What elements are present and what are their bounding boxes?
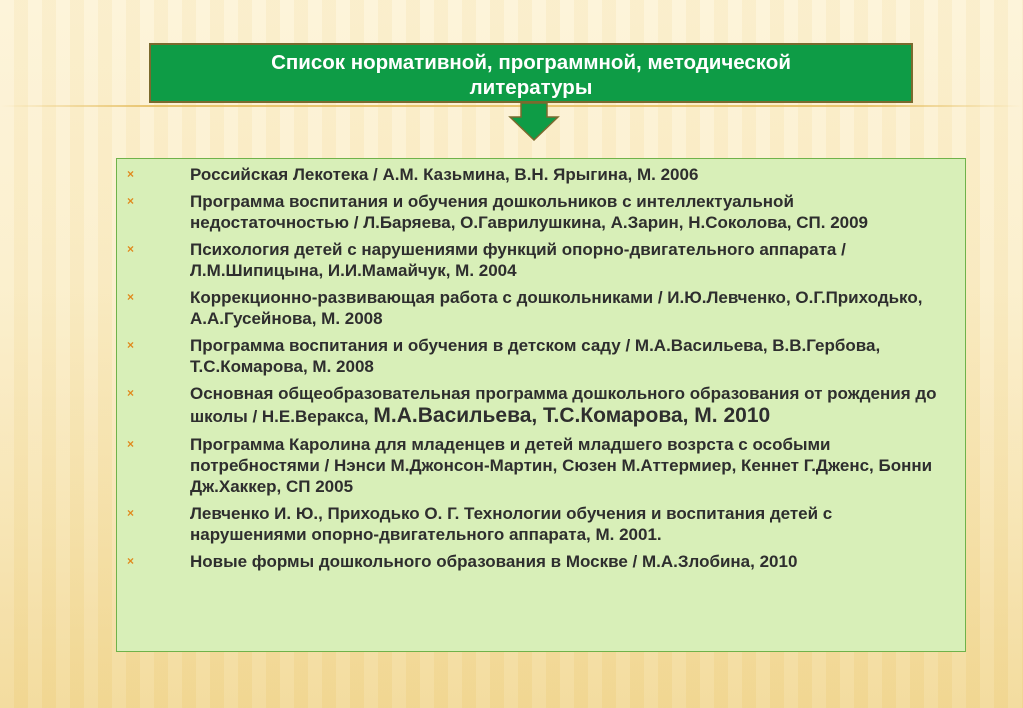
list-item [117, 434, 965, 497]
title-line-1: Список нормативной, программной, методической [271, 51, 791, 74]
list-item [117, 335, 965, 377]
list-item-text: Левченко И. Ю., Приходько О. Г. Технологии обучения и воспитания детей с нарушениями опорно-двигательного аппарата, М. 2001. [190, 504, 833, 544]
x-mark-icon: × [127, 554, 135, 568]
list-item [117, 191, 965, 233]
x-mark-icon: × [127, 506, 135, 520]
list-item-emphasis: М.А.Васильева, Т.С.Комарова, М. 2010 [373, 404, 771, 427]
title-box [149, 43, 913, 103]
list-item [117, 503, 965, 545]
title-line-2: литературы [469, 76, 593, 99]
list-item-text: Психология детей с нарушениями функций опорно-двигательного аппарата / Л.М.Шипицына, И.И.Мамайчук, М. 2004 [190, 240, 846, 280]
reference-list-box [116, 158, 966, 652]
list-item [117, 551, 965, 572]
list-item-text: Программа воспитания и обучения дошкольников с интеллектуальной недостаточностью / Л.Баряева, О.Гаврилушкина, А.Зарин, Н.Соколова, СП. 2009 [190, 192, 869, 232]
x-mark-icon: × [127, 194, 135, 208]
x-mark-icon: × [127, 167, 135, 181]
x-mark-icon: × [127, 290, 135, 304]
x-mark-icon: × [127, 338, 135, 352]
x-mark-icon: × [127, 242, 135, 256]
list-item [117, 287, 965, 329]
list-item [117, 239, 965, 281]
list-item-text: Основная общеобразовательная программа дошкольного образования от рождения до школы / Н.Е.Веракса, [190, 384, 937, 426]
list-item-text: Коррекционно-развивающая работа с дошкольниками / И.Ю.Левченко, О.Г.Приходько, А.А.Гусейнова, М. 2008 [190, 288, 923, 328]
list-item-text: Новые формы дошкольного образования в Москве / М.А.Злобина, 2010 [190, 552, 798, 571]
list-item-text: Программа воспитания и обучения в детском саду / М.А.Васильева, В.В.Гербова, Т.С.Комарова, М. 2008 [190, 336, 881, 376]
list-item-text: Программа Каролина для младенцев и детей младшего возрста с особыми потребностями / Нэнси М.Джонсон-Мартин, Сюзен М.Аттермиер, Кеннет Г.Дженс, Бонни Дж.Хаккер, СП 2005 [190, 435, 933, 496]
x-mark-icon: × [127, 437, 135, 451]
reference-list [117, 159, 965, 572]
down-arrow-icon [508, 103, 560, 141]
x-mark-icon: × [127, 386, 135, 400]
list-item [117, 164, 965, 185]
list-item-text: Российская Лекотека / А.М. Казьмина, В.Н. Ярыгина, М. 2006 [190, 165, 699, 184]
list-item [117, 383, 965, 428]
